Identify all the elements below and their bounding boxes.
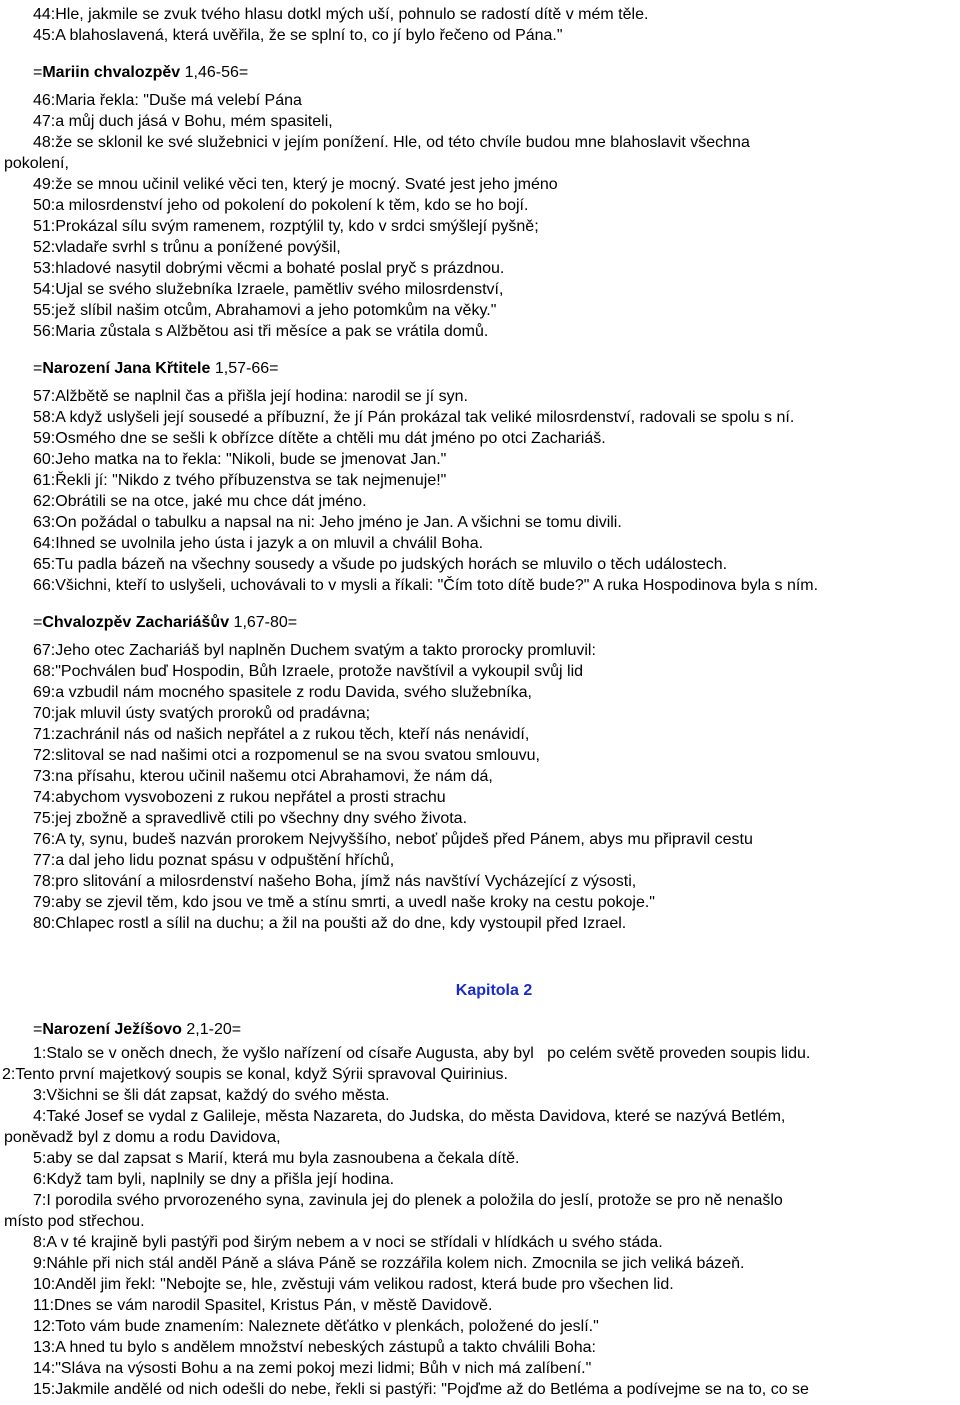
verse-line: 12:Toto vám bude znamením: Naleznete děťátko v plenkách, položené do jeslí." (33, 1318, 599, 1335)
verse-line: 70:jak mluvil ústy svatých proroků od pradávna; (33, 705, 371, 722)
verse-line: 80:Chlapec rostl a sílil na duchu; a žil na poušti až do dne, kdy vystoupil před Izrael. (33, 915, 627, 932)
section-heading-reference: 1,46-56= (180, 64, 249, 81)
verse-line: 58:A když uslyšeli její sousedé a příbuzní, že jí Pán prokázal tak veliké milosrdenství, radovali se spolu s ní. (33, 409, 795, 426)
verse-line: 57:Alžbětě se naplnil čas a přišla její hodina: narodil se jí syn. (33, 388, 468, 405)
verse-line: 9:Náhle při nich stál anděl Páně a sláva Páně se rozzářila kolem nich. Zmocnila se jich veliká bázeň. (33, 1255, 745, 1272)
verse-line: 1:Stalo se v oněch dnech, že vyšlo nařízení od císaře Augusta, aby byl po celém světě proveden soupis lidu. (33, 1045, 811, 1062)
verse-line: pokolení, (4, 155, 69, 172)
verse-line: 79:aby se zjevil těm, kdo jsou ve tmě a stínu smrti, a uvedl naše kroky na cestu pokoje." (33, 894, 655, 911)
verse-line: 60:Jeho matka na to řekla: "Nikoli, bude se jmenovat Jan." (33, 451, 447, 468)
verse-line: 54:Ujal se svého služebníka Izraele, pamětliv svého milosrdenství, (33, 281, 504, 298)
verse-line: 73:na přísahu, kterou učinil našemu otci Abrahamovi, že nám dá, (33, 768, 493, 785)
section-heading (0, 62, 960, 83)
verse-line: 76:A ty, synu, budeš nazván prorokem Nejvyššího, neboť půjdeš před Pánem, abys mu připravil cestu (33, 831, 753, 848)
section-heading-prefix: = (33, 64, 43, 81)
verse-line: 72:slitoval se nad našimi otci a rozpomenul se na svou svatou smlouvu, (33, 747, 540, 764)
verse-line: 66:Všichni, kteří to uslyšeli, uchovávali to v mysli a říkali: "Čím toto dítě bude?" A ruka Hospodinova byla s ním. (33, 577, 819, 594)
verse-line: 14:"Sláva na výsosti Bohu a na zemi pokoj mezi lidmi; Bůh v nich má zalíbení." (33, 1360, 592, 1377)
verse-line: 8:A v té krajině byli pastýři pod širým nebem a v noci se střídali v hlídkách u svého stáda. (33, 1234, 663, 1251)
verse-line: 68:"Pochválen buď Hospodin, Bůh Izraele, protože navštívil a vykoupil svůj lid (33, 663, 584, 680)
verse-line: 71:zachránil nás od našich nepřátel a z rukou těch, kteří nás nenávidí, (33, 726, 530, 743)
chapter-title: Kapitola 2 (455, 982, 533, 999)
verse-line: 62:Obrátili se na otce, jaké mu chce dát jméno. (33, 493, 367, 510)
verse-line: místo pod střechou. (4, 1213, 145, 1230)
verse-line: 45:A blahoslavená, která uvěřila, že se splní to, co jí bylo řečeno od Pána." (33, 27, 563, 44)
verse-line: 67:Jeho otec Zachariáš byl naplněn Duchem svatým a takto prorocky promluvil: (33, 642, 596, 659)
verse-line: 55:jež slíbil našim otcům, Abrahamovi a jeho potomkům na věky." (33, 302, 497, 319)
verse-line: 15:Jakmile andělé od nich odešli do nebe, řekli si pastýři: "Pojďme až do Betléma a podívejme se na to, co se (33, 1381, 809, 1398)
section-heading-title: Mariin chvalozpěv (42, 64, 181, 81)
verse-line: 48:že se sklonil ke své služebnici v jejím ponížení. Hle, od této chvíle budou mne blahoslavit všechna (33, 134, 750, 151)
verse-line: 77:a dal jeho lidu poznat spásu v odpuštění hříchů, (33, 852, 395, 869)
verse-line: 64:Ihned se uvolnila jeho ústa i jazyk a on mluvil a chválil Boha. (33, 535, 484, 552)
section-heading-prefix: = (33, 614, 43, 631)
verse-line: 2:Tento první majetkový soupis se konal, když Sýrii spravoval Quirinius. (2, 1066, 508, 1083)
verse-line: 49:že se mnou učinil veliké věci ten, který je mocný. Svaté jest jeho jméno (33, 176, 558, 193)
verse-line: 56:Maria zůstala s Alžbětou asi tři měsíce a pak se vrátila domů. (33, 323, 489, 340)
section-heading-title: Narození Jana Křtitele (42, 360, 211, 377)
verse-line: 50:a milosrdenství jeho od pokolení do pokolení k těm, kdo se ho bojí. (33, 197, 529, 214)
verse-line: 47:a můj duch jásá v Bohu, mém spasiteli, (33, 113, 333, 130)
section-heading (0, 1019, 960, 1040)
verse-line: 4:Také Josef se vydal z Galileje, města Nazareta, do Judska, do města Davidova, které se nazývá Betlém, (33, 1108, 786, 1125)
verse-line: 13:A hned tu bylo s andělem množství nebeských zástupů a takto chválili Boha: (33, 1339, 596, 1356)
verse-line: 69:a vzbudil nám mocného spasitele z rodu Davida, svého služebníka, (33, 684, 532, 701)
section-heading-title: Chvalozpěv Zachariášův (42, 614, 230, 631)
verse-line: 44:Hle, jakmile se zvuk tvého hlasu dotkl mých uší, pohnulo se radostí dítě v mém těle. (33, 6, 649, 23)
verse-line: 51:Prokázal sílu svým ramenem, rozptýlil ty, kdo v srdci smýšlejí pyšně; (33, 218, 539, 235)
verse-line: 63:On požádal o tabulku a napsal na ni: Jeho jméno je Jan. A všichni se tomu divili. (33, 514, 622, 531)
verse-line: 7:I porodila svého prvorozeného syna, zavinula jej do plenek a položila do jeslí, protože se pro ně nenašlo (33, 1192, 783, 1209)
verse-line: 10:Anděl jim řekl: "Nebojte se, hle, zvěstuji vám velikou radost, která bude pro všechen lid. (33, 1276, 674, 1293)
verse-line: 61:Řekli jí: "Nikdo z tvého příbuzenstva se tak nejmenuje!" (33, 472, 447, 489)
verse-line: 46:Maria řekla: "Duše má velebí Pána (33, 92, 302, 109)
verse-line: 59:Osmého dne se sešli k obřízce dítěte a chtěli mu dát jméno po otci Zachariáš. (33, 430, 606, 447)
section-heading (0, 612, 960, 633)
verse-line: 6:Když tam byli, naplnily se dny a přišla její hodina. (33, 1171, 395, 1188)
section-heading-prefix: = (33, 1021, 43, 1038)
section-heading-reference: 1,67-80= (229, 614, 298, 631)
verse-line: 74:abychom vysvobozeni z rukou nepřátel a prosti strachu (33, 789, 446, 806)
section-heading (0, 358, 960, 379)
verse-line: 75:jej zbožně a spravedlivě ctili po všechny dny svého života. (33, 810, 468, 827)
section-heading-prefix: = (33, 360, 43, 377)
verse-line: 78:pro slitování a milosrdenství našeho Boha, jímž nás navštíví Vycházející z výsosti, (33, 873, 637, 890)
verse-line: poněvadž byl z domu a rodu Davidova, (4, 1129, 281, 1146)
verse-line: 53:hladové nasytil dobrými věcmi a bohaté poslal pryč s prázdnou. (33, 260, 505, 277)
verse-line: 52:vladaře svrhl s trůnu a ponížené povýšil, (33, 239, 341, 256)
verse-line: 5:aby se dal zapsat s Marií, která mu byla zasnoubena a čekala dítě. (33, 1150, 520, 1167)
section-heading-title: Narození Ježíšovo (42, 1021, 182, 1038)
section-heading-reference: 2,1-20= (181, 1021, 242, 1038)
section-heading-reference: 1,57-66= (210, 360, 279, 377)
verse-line: 11:Dnes se vám narodil Spasitel, Kristus Pán, v městě Davidově. (33, 1297, 493, 1314)
verse-line: 3:Všichni se šli dát zapsat, každý do svého města. (33, 1087, 390, 1104)
verse-line: 65:Tu padla bázeň na všechny sousedy a všude po judských horách se mluvilo o těch událostech. (33, 556, 728, 573)
